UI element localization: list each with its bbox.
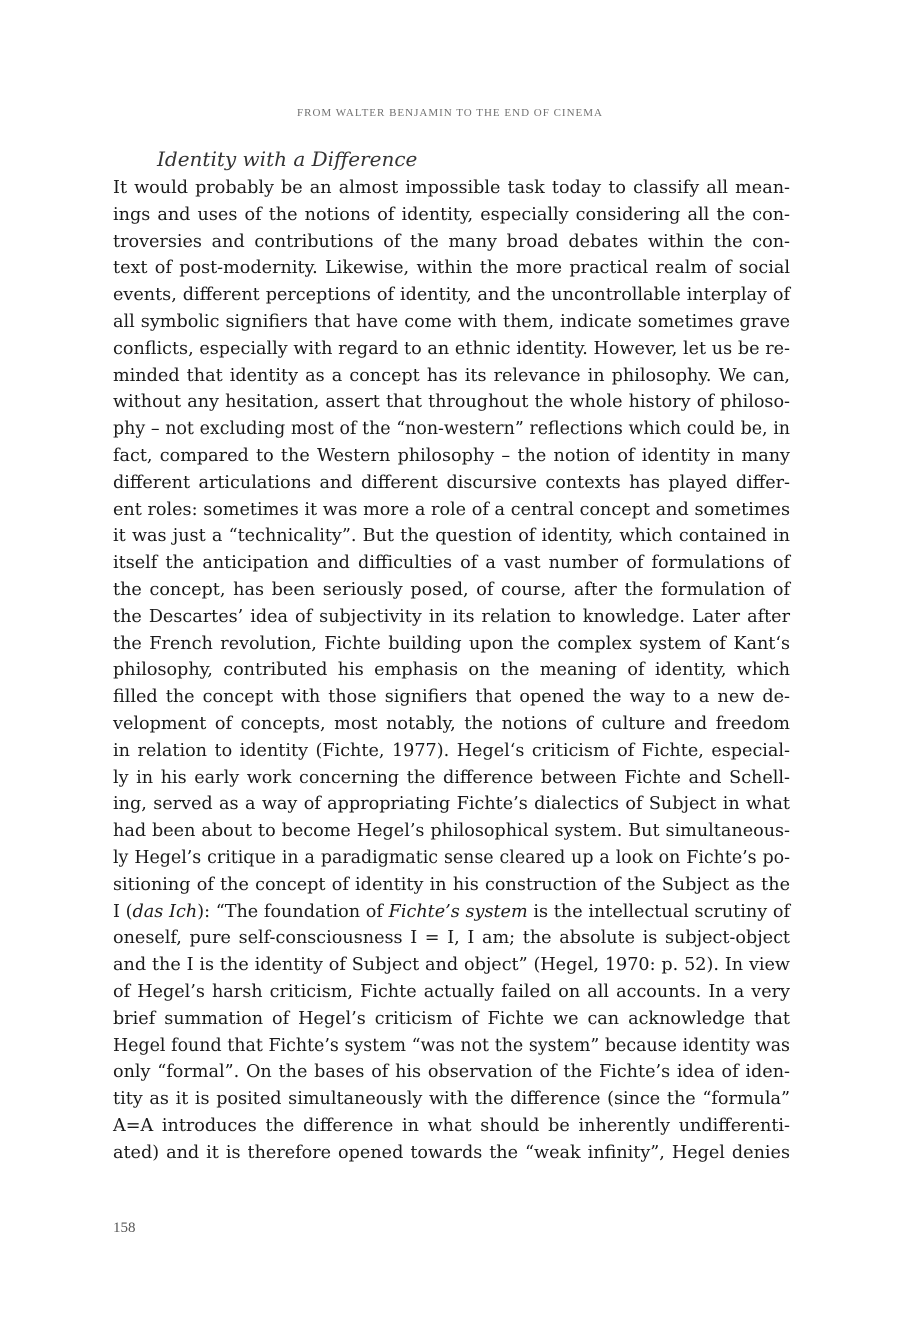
text-line: it was just a “technicality”. But the question of identity, which contained in bbox=[113, 526, 790, 547]
text-line: only “formal”. On the bases of his observation of the Fichte’s idea of iden- bbox=[113, 1062, 790, 1083]
line-segment: ): “The foundation of bbox=[197, 901, 389, 922]
text-line: troversies and contributions of the many broad debates within the con- bbox=[113, 231, 790, 252]
text-line: in relation to identity (Fichte, 1977). Hegel‘s criticism of Fichte, especial- bbox=[113, 740, 790, 761]
page-number: 158 bbox=[113, 1220, 136, 1236]
text-line: tity as it is posited simultaneously with the difference (since the “formula” bbox=[113, 1089, 790, 1110]
text-line: conflicts, especially with regard to an ethnic identity. However, let us be re- bbox=[113, 338, 790, 359]
running-header: FROM WALTER BENJAMIN TO THE END OF CINEMA bbox=[297, 107, 603, 119]
text-line: itself the anticipation and difficulties of a vast number of formulations of bbox=[113, 553, 790, 574]
text-line: the Descartes’ idea of subjectivity in its relation to knowledge. Later after bbox=[113, 606, 790, 627]
text-line: velopment of concepts, most notably, the notions of culture and freedom bbox=[113, 713, 790, 734]
text-line: ly Hegel’s critique in a paradigmatic sense cleared up a look on Fichte’s po- bbox=[113, 847, 790, 868]
italic-term-fichtes-system: Fichte’s system bbox=[388, 901, 528, 922]
text-line: It would probably be an almost impossible task today to classify all mean- bbox=[113, 178, 790, 198]
text-line: A=A introduces the difference in what should be inherently undifferenti- bbox=[113, 1115, 790, 1136]
text-line: filled the concept with those signifiers that opened the way to a new de- bbox=[113, 687, 790, 708]
text-line: sitioning of the concept of identity in his construction of the Subject as the bbox=[113, 874, 790, 895]
text-line: of Hegel’s harsh criticism, Fichte actually failed on all accounts. In a very bbox=[113, 981, 790, 1002]
text-line: ly in his early work concerning the difference between Fichte and Schell- bbox=[113, 767, 790, 788]
body-text bbox=[113, 175, 790, 1166]
text-line: ent roles: sometimes it was more a role of a central concept and sometimes bbox=[113, 499, 790, 520]
italic-term-das-ich: das Ich bbox=[132, 901, 198, 922]
text-line: brief summation of Hegel’s criticism of Fichte we can acknowledge that bbox=[113, 1008, 790, 1029]
text-line: events, different perceptions of identity, and the uncontrollable interplay of bbox=[113, 285, 790, 306]
text-line: fact, compared to the Western philosophy – the notion of identity in many bbox=[113, 445, 790, 466]
text-line: different articulations and different discursive contexts has played differ- bbox=[113, 472, 790, 493]
line-segment: I ( bbox=[113, 901, 133, 922]
text-line: Hegel found that Fichte’s system “was not the system” because identity was bbox=[113, 1035, 790, 1056]
text-line: all symbolic signifiers that have come with them, indicate sometimes grave bbox=[113, 311, 790, 332]
text-line: text of post-modernity. Likewise, within the more practical realm of social bbox=[113, 258, 790, 279]
text-line-with-italics bbox=[113, 899, 790, 926]
section-heading: Identity with a Difference bbox=[157, 147, 418, 171]
text-line: oneself, pure self-consciousness I = I, I am; the absolute is subject-object bbox=[113, 928, 790, 949]
line-segment: is the intellectual scrutiny of bbox=[527, 901, 790, 922]
text-line: and the I is the identity of Subject and object” (Hegel, 1970: p. 52). In view bbox=[113, 955, 790, 976]
text-line: philosophy, contributed his emphasis on the meaning of identity, which bbox=[113, 660, 790, 681]
text-line: the French revolution, Fichte building upon the complex system of Kant‘s bbox=[113, 633, 790, 654]
text-line: the concept, has been seriously posed, of course, after the formulation of bbox=[113, 579, 790, 600]
text-line: minded that identity as a concept has its relevance in philosophy. We can, bbox=[113, 365, 790, 386]
text-line: phy – not excluding most of the “non-western” reflections which could be, in bbox=[113, 419, 790, 440]
text-line: without any hesitation, assert that throughout the whole history of philoso- bbox=[113, 392, 790, 413]
text-line: ing, served as a way of appropriating Fichte’s dialectics of Subject in what bbox=[113, 794, 790, 815]
text-line: had been about to become Hegel’s philosophical system. But simultaneous- bbox=[113, 821, 790, 842]
text-line: ings and uses of the notions of identity, especially considering all the con- bbox=[113, 204, 790, 225]
text-line: ated) and it is therefore opened towards the “weak infinity”, Hegel denies bbox=[113, 1142, 790, 1163]
